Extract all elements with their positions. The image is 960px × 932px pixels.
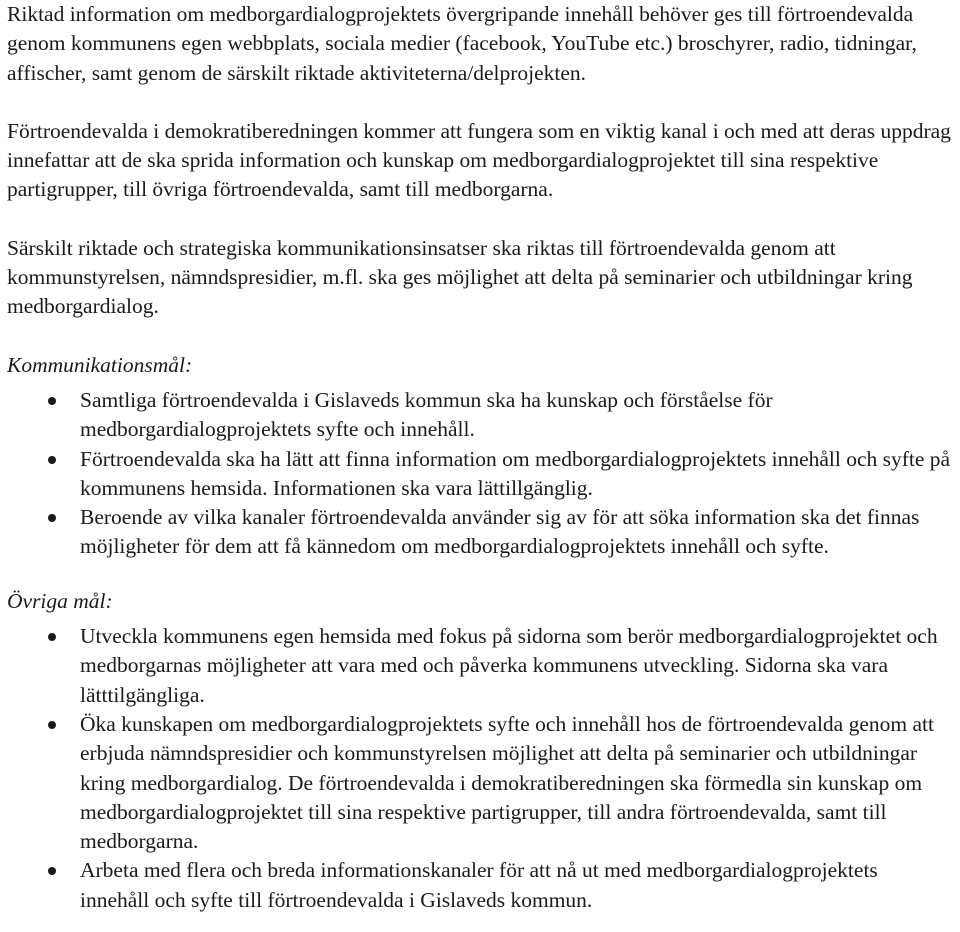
bullet-icon: [48, 456, 56, 464]
intro-paragraph: Riktad information om medborgardialogprojektets övergripande innehåll behöver ges till förtroendevalda genom kommunens egen webbplats, sociala medier (facebook, YouTube etc.) broschyrer, radio, tidningar, affischer, samt genom de särskilt riktade aktiviteterna/delprojekten.: [7, 2, 917, 85]
bullet-icon: [48, 397, 56, 405]
bullet-icon: [48, 721, 56, 729]
ovriga-mal-list: [7, 622, 952, 915]
list-item-text: Förtroendevalda ska ha lätt att finna information om medborgardialogprojektets innehåll och syfte på kommunens hemsida. Informationen ska vara lättillgänglig.: [80, 446, 951, 500]
list-item: [7, 710, 952, 856]
bullet-icon: [48, 867, 56, 875]
list-item-text: Samtliga förtroendevalda i Gislaveds kommun ska ha kunskap och förståelse för medborgardialogprojektets syfte och innehåll.: [80, 387, 773, 442]
list-item-text: Arbeta med flera och breda informationskanaler för att nå ut med medborgardialogprojektets innehåll och syfte till förtroendevalda i Gislaveds kommun.: [80, 858, 878, 912]
kommunikationsmal-heading: Kommunikationsmål:: [7, 352, 193, 377]
list-item-text: Utveckla kommunens egen hemsida med fokus på sidorna som berör medborgardialogprojektet och medborgarnas möjligheter att vara med och påverka kommunens utveckling. Sidorna ska vara lätttilgängliga.: [80, 624, 938, 707]
list-item: [7, 445, 952, 504]
ovriga-mal-heading: Övriga mål:: [7, 588, 113, 613]
list-item-text: Öka kunskapen om medborgardialogprojektets syfte och innehåll hos de förtroendevalda genom att erbjuda nämndspresidier och kommunstyrelsen möjlighet att delta på seminarier och utbildningar kring medborgardialog. De förtroendevalda i demokratiberedningen ska förmedla sin kunskap om medborgardialogprojektet till sina respektive partigrupper, till andra förtroendevalda, samt till medborgarna.: [80, 711, 934, 854]
list-item: [7, 386, 952, 445]
list-item: [7, 503, 952, 562]
bullet-icon: [48, 514, 56, 522]
list-item-text: Beroende av vilka kanaler förtroendevalda använder sig av för att söka information ska det finnas möjligheter för dem att få kännedom om medborgardialogprojektets innehåll och syfte.: [80, 505, 920, 559]
strategic-communication-paragraph: Särskilt riktade och strategiska kommunikationsinsatser ska riktas till förtroendevalda genom att kommunstyrelsen, nämndspresidier, m.fl. ska ges möjlighet att delta på seminarier och utbildningar kring medborgardialog.: [7, 235, 913, 319]
kommunikationsmal-list: [7, 386, 952, 562]
demokratiberedning-paragraph: Förtroendevalda i demokratiberedningen kommer att fungera som en viktig kanal i och med att deras uppdrag innefattar att de ska sprida information och kunskap om medborgardialogprojektet till sina respektive partigrupper, till övriga förtroendevalda, samt till medborgarna.: [7, 118, 951, 202]
bullet-icon: [48, 633, 56, 641]
list-item: [7, 856, 952, 915]
list-item: [7, 622, 952, 710]
